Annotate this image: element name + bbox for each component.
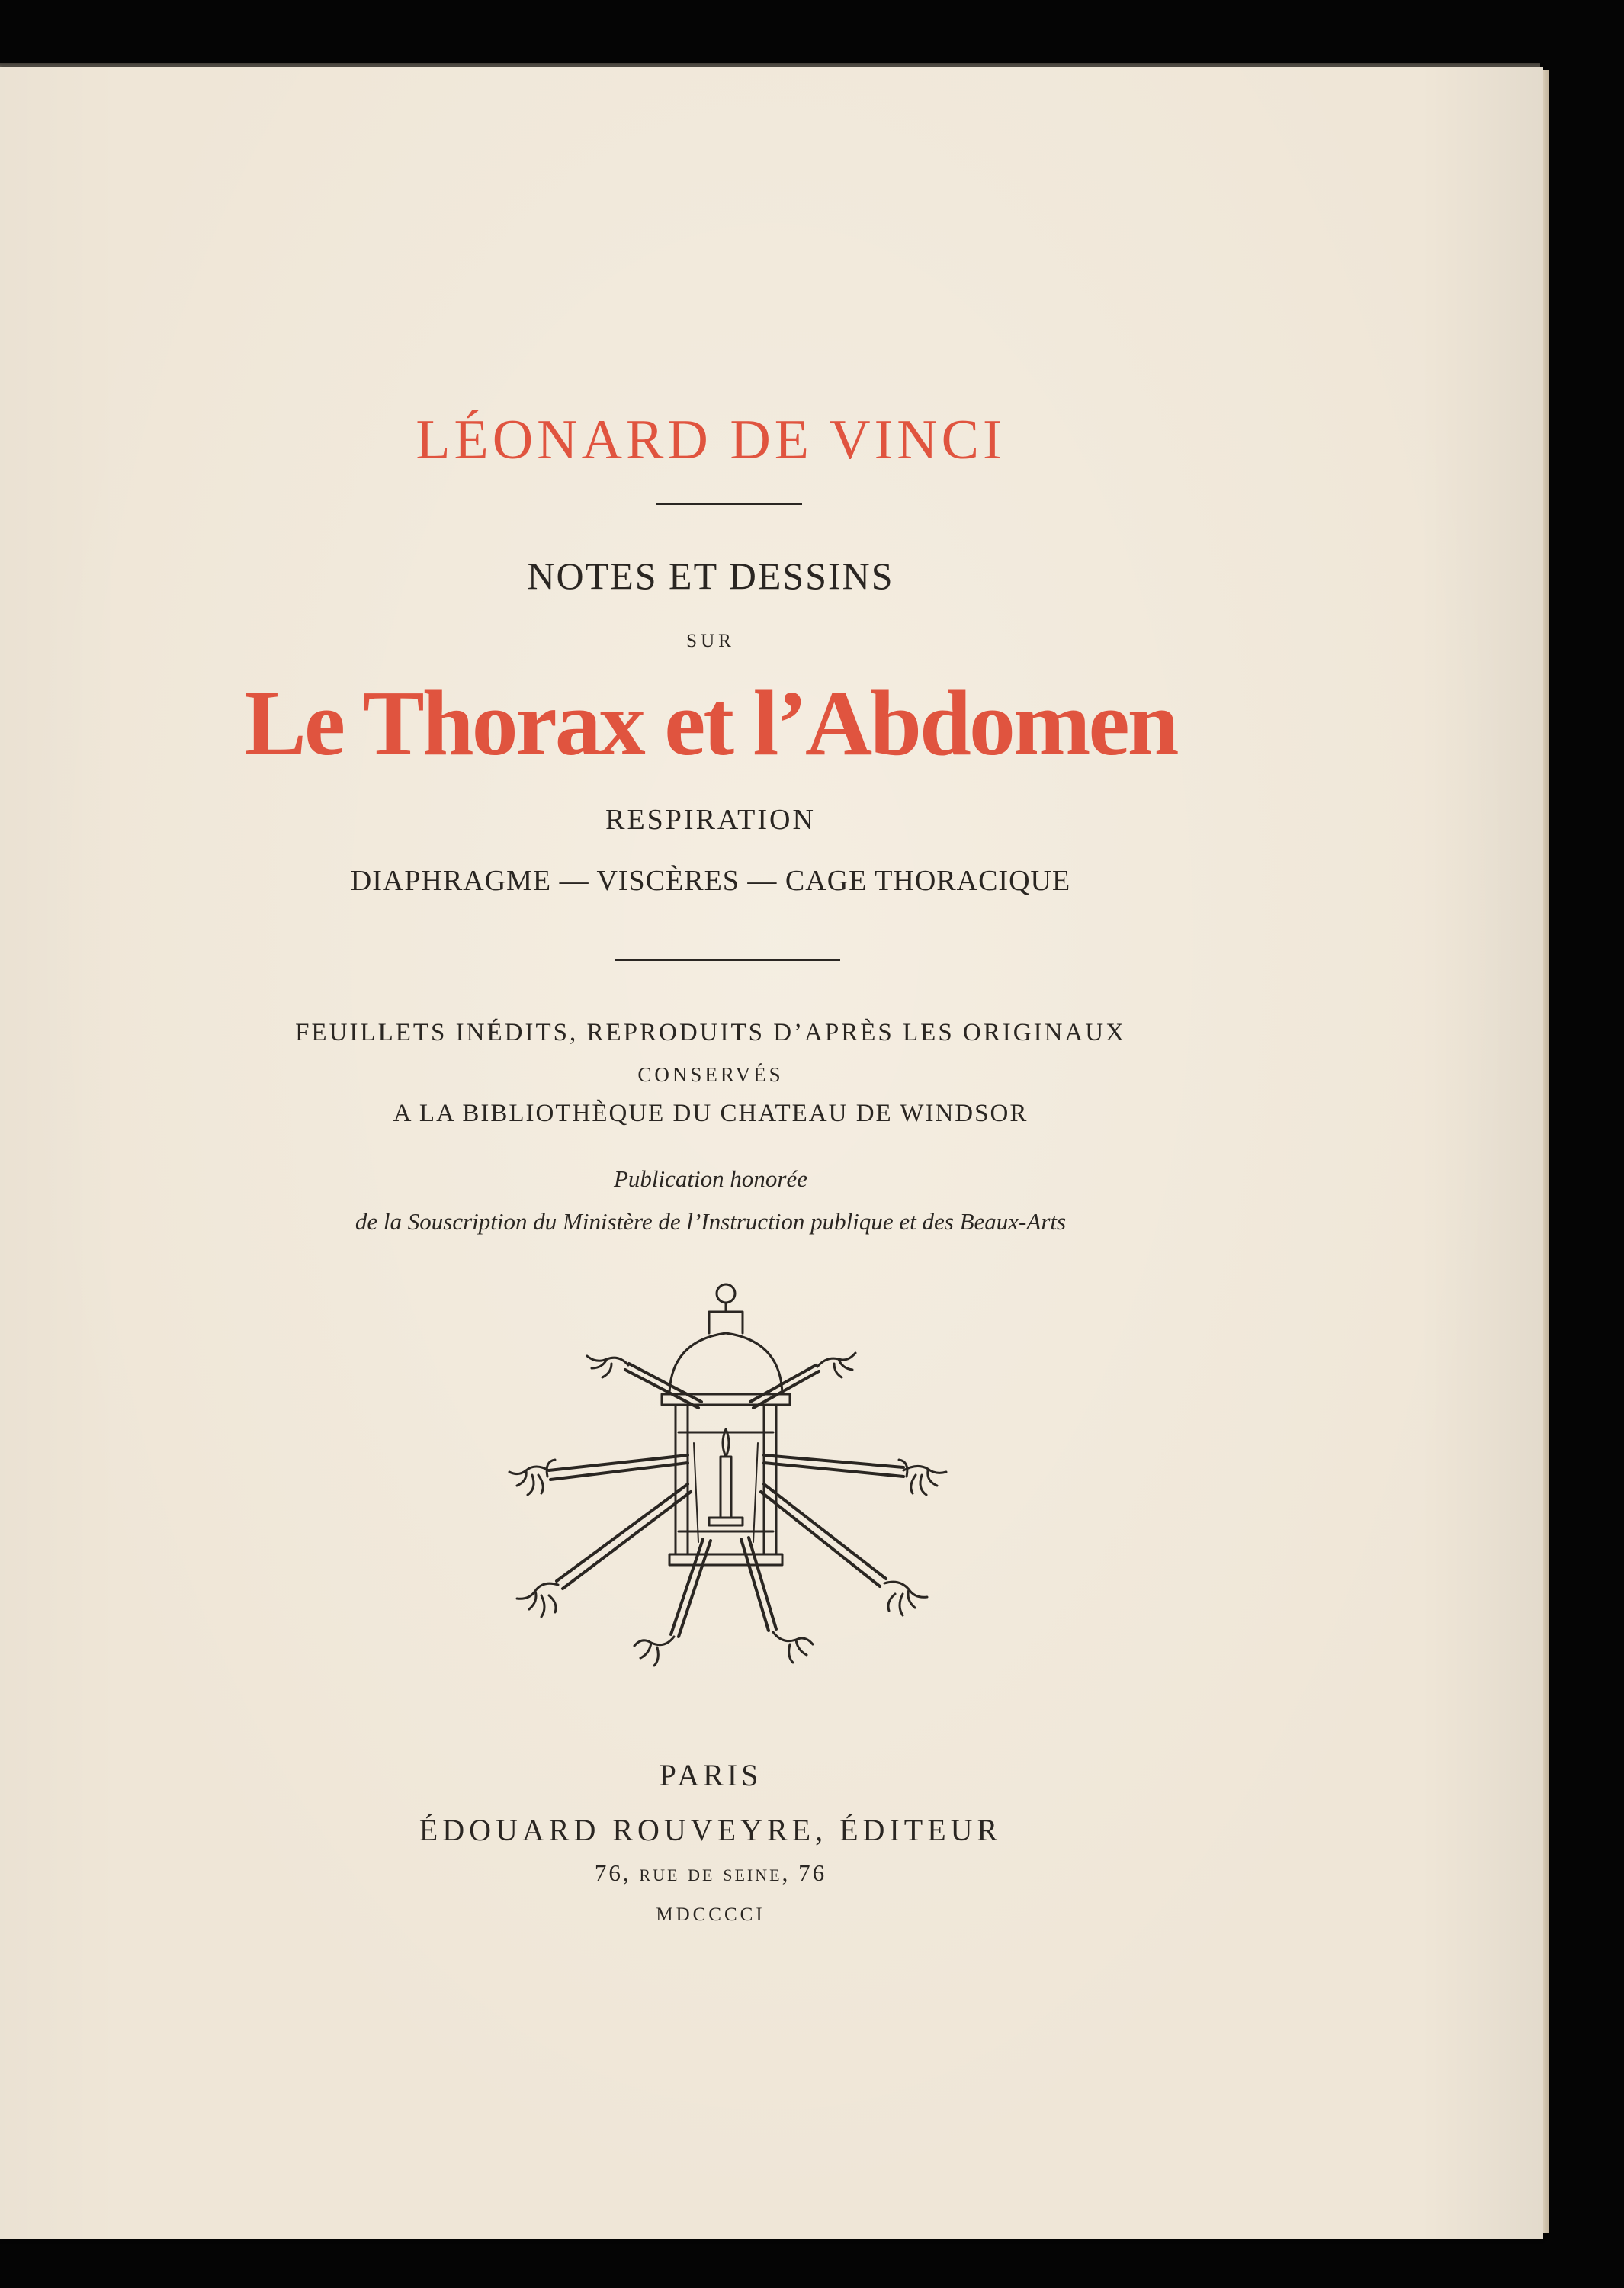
source-line: FEUILLETS INÉDITS, REPRODUITS D’APRÈS LES ORIGINAUX <box>295 1019 1126 1046</box>
divider-rule <box>656 503 802 505</box>
lantern-with-hands-emblem-icon <box>488 1280 961 1676</box>
divider-rule <box>615 959 840 961</box>
publication-note: Publication honorée <box>614 1165 807 1192</box>
page-fore-edge <box>1543 70 1549 2233</box>
imprint-year: MDCCCCI <box>656 1904 765 1925</box>
main-title: Le Thorax et l’Abdomen <box>244 672 1177 775</box>
conserved-line: CONSERVÉS <box>637 1063 784 1086</box>
imprint-city: PARIS <box>659 1758 762 1792</box>
title-page <box>0 67 1543 2239</box>
author-name: LÉONARD DE VINCI <box>416 409 1006 471</box>
imprint-publisher: ÉDOUARD ROUVEYRE, ÉDITEUR <box>419 1813 1003 1847</box>
subtitle: RESPIRATION <box>605 804 816 836</box>
library-line: A LA BIBLIOTHÈQUE DU CHATEAU DE WINDSOR <box>393 1100 1029 1127</box>
heading-notes: NOTES ET DESSINS <box>527 554 894 597</box>
connector-text: SUR <box>686 631 735 651</box>
imprint-address: 76, rue de seine, 76 <box>594 1859 827 1886</box>
subscription-note: de la Souscription du Ministère de l’Instruction publique et des Beaux-Arts <box>355 1208 1067 1235</box>
subjects-line: DIAPHRAGME — VISCÈRES — CAGE THORACIQUE <box>350 865 1071 897</box>
